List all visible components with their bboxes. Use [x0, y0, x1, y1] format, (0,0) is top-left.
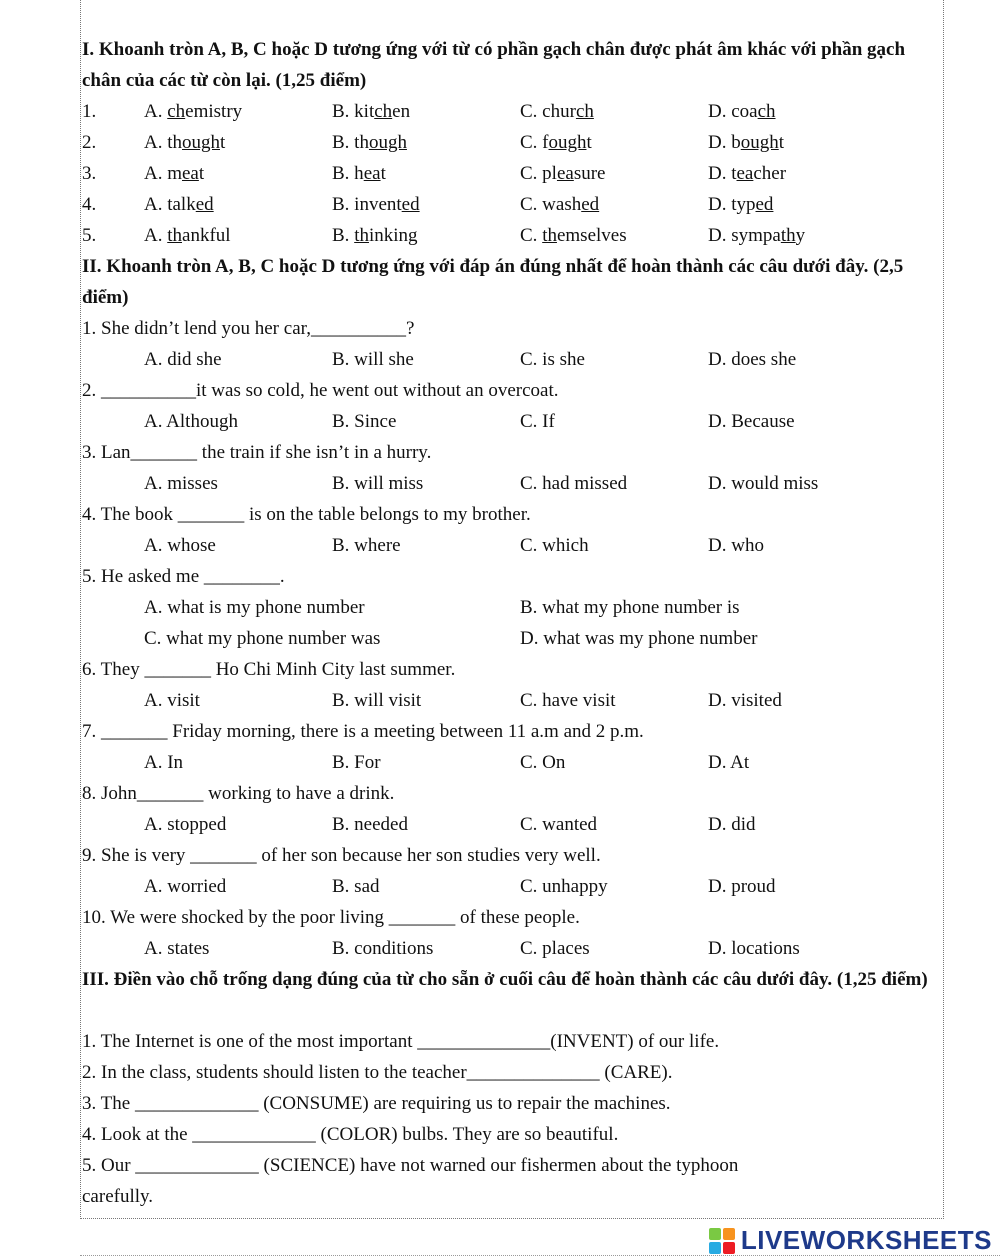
underlined-sound: ed — [755, 194, 774, 215]
pronunciation-question — [82, 158, 944, 189]
option-text-before: A. — [144, 225, 168, 246]
option-text-after: emselves — [556, 225, 627, 246]
question-number: 1. — [82, 101, 97, 122]
answer-option[interactable]: A. stopped — [144, 814, 227, 835]
option-text-before: D. sympa — [708, 225, 781, 246]
answer-option[interactable]: A. Although — [144, 411, 238, 432]
answer-option[interactable]: B. For — [332, 752, 381, 773]
answer-option[interactable]: C. have visit — [520, 690, 616, 711]
pronunciation-question — [82, 96, 944, 127]
answer-option[interactable]: D. would miss — [708, 473, 819, 494]
option-text-before: D. typ — [708, 194, 756, 215]
pronunciation-question — [82, 127, 944, 158]
underlined-sound: ch — [167, 101, 186, 122]
option-text-before: C. f — [520, 132, 549, 153]
option-text-before: D. b — [708, 132, 741, 153]
underlined-sound: ea — [182, 163, 199, 184]
answer-option[interactable] — [708, 220, 805, 251]
option-text-after: ankful — [182, 225, 231, 246]
underlined-sound: ough — [548, 132, 587, 153]
answer-option[interactable]: A. visit — [144, 690, 200, 711]
answer-option[interactable]: D. visited — [708, 690, 782, 711]
question-text: 4. The book _______ is on the table belongs to my brother. — [82, 504, 531, 525]
answer-option[interactable] — [332, 96, 410, 127]
answer-option[interactable]: C. which — [520, 535, 589, 556]
answer-option[interactable]: D. what was my phone number — [520, 628, 758, 649]
option-text-before: A. talk — [144, 194, 196, 215]
answer-option[interactable] — [144, 96, 242, 127]
answer-row — [82, 747, 944, 778]
pronunciation-question — [82, 220, 944, 251]
word-form-question: carefully. — [82, 1186, 154, 1207]
underlined-sound: th — [780, 225, 796, 246]
answer-option[interactable] — [144, 220, 231, 251]
answer-option[interactable]: B. Since — [332, 411, 397, 432]
answer-option[interactable] — [144, 189, 214, 220]
question-text: 2. __________it was so cold, he went out without an overcoat. — [82, 380, 559, 401]
logo-square — [709, 1242, 721, 1254]
answer-option[interactable]: B. will visit — [332, 690, 422, 711]
answer-option[interactable] — [708, 189, 773, 220]
answer-option[interactable]: B. needed — [332, 814, 408, 835]
section2-items — [82, 313, 944, 964]
underlined-sound: ch — [374, 101, 393, 122]
answer-option[interactable] — [520, 189, 599, 220]
underlined-sound: ea — [363, 163, 381, 184]
logo-square — [709, 1228, 721, 1240]
answer-option[interactable]: A. worried — [144, 876, 227, 897]
option-text-before: D. coa — [708, 101, 758, 122]
word-form-question: 3. The _____________ (CONSUME) are requiring us to repair the machines. — [82, 1093, 671, 1114]
answer-option[interactable] — [332, 158, 386, 189]
underlined-sound: ough — [740, 132, 779, 153]
pronunciation-question — [82, 189, 944, 220]
answer-option[interactable]: B. will miss — [332, 473, 424, 494]
answer-option[interactable]: B. what my phone number is — [520, 597, 740, 618]
option-text-before: B. kit — [332, 101, 375, 122]
section3-heading: III. Điền vào chỗ trống dạng đúng của từ cho sẵn ở cuối câu để hoàn thành các câu dưới đây. (1,25 điểm) — [82, 969, 928, 990]
answer-option[interactable]: C. places — [520, 938, 590, 959]
option-text-before: C. pl — [520, 163, 557, 184]
answer-option[interactable]: C. If — [520, 411, 555, 432]
section1-heading: I. Khoanh tròn A, B, C hoặc D tương ứng với từ có phần gạch chân được phát âm khác với phần gạch chân của các từ còn lại. (1,25 điểm) — [82, 39, 906, 91]
answer-option[interactable] — [520, 127, 592, 158]
option-text-before: D. t — [708, 163, 737, 184]
option-text-after: t — [220, 132, 226, 153]
underlined-sound: ough — [182, 132, 220, 153]
answer-option[interactable] — [520, 220, 627, 251]
logo-grid-icon — [709, 1228, 735, 1254]
answer-option[interactable]: A. misses — [144, 473, 218, 494]
liveworksheets-logo — [709, 1225, 992, 1256]
answer-option[interactable] — [332, 220, 418, 251]
underlined-sound: ed — [581, 194, 600, 215]
answer-option[interactable]: B. where — [332, 535, 401, 556]
answer-option[interactable]: A. what is my phone number — [144, 597, 365, 618]
option-text-after: t — [380, 163, 386, 184]
section1-items — [82, 96, 944, 251]
answer-option[interactable] — [332, 127, 407, 158]
answer-option[interactable]: D. who — [708, 535, 764, 556]
option-text-after: emistry — [185, 101, 243, 122]
question-text: 7. _______ Friday morning, there is a meeting between 11 a.m and 2 p.m. — [82, 721, 644, 742]
answer-row — [82, 406, 944, 437]
underlined-sound: ea — [736, 163, 754, 184]
answer-option[interactable]: C. On — [520, 752, 566, 773]
worksheet — [82, 34, 944, 1212]
answer-option[interactable]: D. locations — [708, 938, 800, 959]
underlined-sound: th — [542, 225, 557, 246]
option-text-before: B. h — [332, 163, 364, 184]
option-text-after: y — [795, 225, 806, 246]
option-text-after: inking — [368, 225, 418, 246]
option-text-after: cher — [753, 163, 787, 184]
option-text-after: t — [586, 132, 592, 153]
question-text: 5. He asked me ________. — [82, 566, 285, 587]
answer-option[interactable] — [144, 158, 204, 189]
answer-option[interactable] — [520, 158, 605, 189]
answer-option[interactable]: D. did — [708, 814, 756, 835]
underlined-sound: ed — [401, 194, 420, 215]
word-form-question: 4. Look at the _____________ (COLOR) bulbs. They are so beautiful. — [82, 1124, 619, 1145]
answer-option[interactable]: A. In — [144, 752, 184, 773]
logo-square — [723, 1228, 735, 1240]
answer-option[interactable] — [144, 127, 225, 158]
option-text-before: A. m — [144, 163, 182, 184]
word-form-question: 1. The Internet is one of the most important ______________(INVENT) of our life. — [82, 1031, 720, 1052]
option-text-after: t — [198, 163, 205, 184]
answer-row — [82, 809, 944, 840]
section3-items — [82, 1026, 944, 1212]
option-text-before: A. th — [144, 132, 182, 153]
answer-option[interactable]: A. did she — [144, 349, 222, 370]
answer-option[interactable] — [708, 127, 784, 158]
answer-row — [82, 530, 944, 561]
option-text-before: C. wash — [520, 194, 582, 215]
option-text-before: C. chur — [520, 101, 576, 122]
question-text: 10. We were shocked by the poor living _______ of these people. — [82, 907, 580, 928]
answer-row — [82, 623, 944, 654]
option-text-after: en — [392, 101, 411, 122]
answer-option[interactable]: D. proud — [708, 876, 776, 897]
section2-heading: II. Khoanh tròn A, B, C hoặc D tương ứng với đáp án đúng nhất để hoàn thành các câu dưới đây. (2,5 điểm) — [82, 256, 904, 308]
option-text-before: C. — [520, 225, 543, 246]
question-text: 3. Lan_______ the train if she isn’t in a hurry. — [82, 442, 432, 463]
question-text: 6. They _______ Ho Chi Minh City last summer. — [82, 659, 456, 680]
answer-option[interactable] — [708, 96, 776, 127]
answer-option[interactable]: A. whose — [144, 535, 216, 556]
answer-row — [82, 344, 944, 375]
option-text-before: B. th — [332, 132, 369, 153]
answer-option[interactable]: B. sad — [332, 876, 380, 897]
answer-option[interactable] — [332, 189, 420, 220]
logo-square — [723, 1242, 735, 1254]
question-number: 2. — [82, 132, 97, 153]
question-number: 4. — [82, 194, 97, 215]
question-text: 8. John_______ working to have a drink. — [82, 783, 395, 804]
word-form-question: 2. In the class, students should listen to the teacher______________ (CARE). — [82, 1062, 673, 1083]
underlined-sound: ch — [757, 101, 776, 122]
answer-option[interactable]: D. At — [708, 752, 750, 773]
answer-option[interactable] — [708, 158, 786, 189]
answer-option[interactable]: A. states — [144, 938, 210, 959]
answer-option[interactable] — [520, 96, 594, 127]
option-text-before: B. invent — [332, 194, 402, 215]
underlined-sound: th — [167, 225, 183, 246]
answer-option[interactable]: C. what my phone number was — [144, 628, 381, 649]
question-text: 9. She is very _______ of her son because her son studies very well. — [82, 845, 601, 866]
underlined-sound: th — [354, 225, 369, 246]
underlined-sound: ea — [556, 163, 574, 184]
logo-text: LIVEWORKSHEETS — [740, 1225, 992, 1255]
answer-row — [82, 592, 944, 623]
option-text-after: t — [778, 132, 785, 153]
underlined-sound: ed — [195, 194, 214, 215]
option-text-before: B. — [332, 225, 355, 246]
answer-option[interactable]: B. will she — [332, 349, 414, 370]
question-number: 3. — [82, 163, 97, 184]
question-number: 5. — [82, 225, 97, 246]
answer-option[interactable]: C. had missed — [520, 473, 628, 494]
answer-row — [82, 685, 944, 716]
underlined-sound: ch — [575, 101, 594, 122]
answer-option[interactable]: D. does she — [708, 349, 797, 370]
question-text: 1. She didn’t lend you her car,__________? — [82, 318, 415, 339]
underlined-sound: ough — [368, 132, 407, 153]
answer-option[interactable]: C. wanted — [520, 814, 598, 835]
answer-option[interactable]: B. conditions — [332, 938, 434, 959]
answer-row — [82, 468, 944, 499]
option-text-after: sure — [573, 163, 606, 184]
answer-option[interactable]: C. is she — [520, 349, 585, 370]
answer-row — [82, 871, 944, 902]
answer-option[interactable]: D. Because — [708, 411, 795, 432]
answer-option[interactable]: C. unhappy — [520, 876, 608, 897]
answer-row — [82, 933, 944, 964]
word-form-question: 5. Our _____________ (SCIENCE) have not warned our fishermen about the typhoon — [82, 1155, 739, 1176]
option-text-before: A. — [144, 101, 168, 122]
